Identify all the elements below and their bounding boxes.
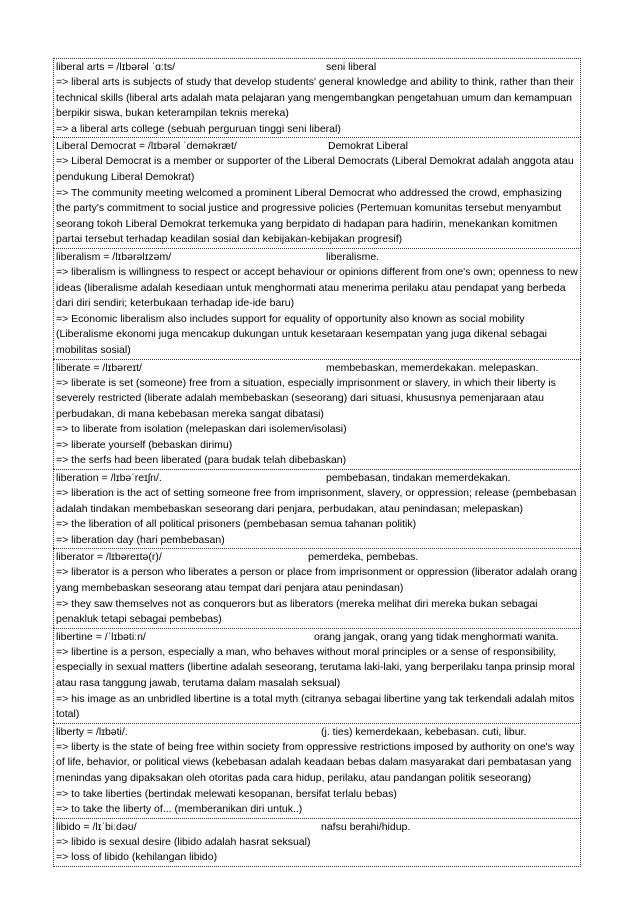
entry-line: => Liberal Democrat is a member or supporter of the Liberal Democrats (Liberal Demokrat adalah anggota atau pendukung Liberal Demokrat)	[56, 155, 574, 183]
entry-header	[56, 59, 578, 75]
entry-line: => they saw themselves not as conquerors but as liberators (mereka melihat diri mereka bukan sebagai penakluk tetapi sebagai pembebas)	[56, 597, 538, 626]
entry-meaning: pembebasan, tindakan memerdekakan.	[326, 472, 511, 485]
entry-term: liberal arts = /lɪbərəl ˈɑːts/	[56, 61, 175, 73]
entry-line: => libido is sexual desire (libido adalah hasrat seksual)	[56, 835, 311, 848]
entry-line: => to take the liberty of... (memberanikan diri untuk..)	[56, 803, 303, 816]
dictionary-entry	[53, 58, 581, 137]
entry-line: => liberalism is willingness to respect or accept behaviour or opinions different from one's own; openness to new ideas (liberalisme adalah kesediaan untuk menghormati atau menerima perilaku atau pendapat yang berbeda dari diri sendiri; keterbukaan terhadap ide-ide baru)	[56, 265, 578, 310]
entry-line: => a liberal arts college (sebuah perguruan tinggi seni liberal)	[56, 122, 341, 135]
entry-line: => liberate yourself (bebaskan dirimu)	[56, 438, 233, 451]
entry-line: => his image as an unbridled libertine is a total myth (citranya sebagai libertine yang tak terkendali adalah mitos total)	[56, 692, 575, 721]
entry-term: libido = /lɪˈbiːdəʊ/	[56, 820, 137, 833]
entry-term: liberate = /lɪbəreɪt/	[56, 361, 142, 374]
entry-line: => The community meeting welcomed a prominent Liberal Democrat who addressed the crowd, emphasizing the party's commitment to social justice and progressive policies (Pertemuan komunitas tersebut menyambut seorang tokoh Liberal Demokrat terkemuka yang berpidato di hadapan para hadirin, menekankan komitmen partai tersebut terhadap keadilan sosial dan kebijakan-kebijakan progresif)	[56, 186, 562, 246]
entry-line: => liberate is set (someone) free from a situation, especially imprisonment or slavery, in which their liberty is severely restricted (liberate adalah membebaskan (seseorang) dari situasi, khususnya pemenjaraan atau perbudakan, di mana kebebasan mereka sangat dibatasi)	[56, 376, 556, 420]
entry-line: => the serfs had been liberated (para budak telah dibebaskan)	[56, 454, 347, 467]
entry-meaning: orang jangak, orang yang tidak menghormati wanita.	[314, 630, 559, 643]
entry-term: liberty = /lɪbəti/.	[56, 725, 128, 738]
dictionary-entry	[53, 137, 581, 248]
dictionary-entry	[53, 359, 581, 470]
entry-line: => the liberation of all political prisoners (pembebasan semua tahanan politik)	[56, 518, 417, 531]
entry-header	[56, 629, 578, 645]
entry-line: => liberal arts is subjects of study that develop students' general knowledge and ability to think, rather than their technical skills (liberal arts adalah mata pelajaran yang mengembangkan pengetahuan umum dan kemampuan berpikir siswa, bukan keterampilan teknis mereka)	[56, 76, 574, 120]
dictionary-entry	[53, 469, 581, 548]
dictionary-page	[53, 58, 581, 867]
entry-header	[56, 549, 578, 565]
entry-term: liberation = /lɪbəˈreɪʃn/.	[56, 472, 162, 485]
entry-line: => loss of libido (kehilangan libido)	[56, 851, 218, 864]
entry-term: liberator = /lɪbəreɪtə(r)/	[56, 551, 162, 564]
entry-meaning: pemerdeka, pembebas.	[308, 551, 419, 564]
entry-meaning: nafsu berahi/hidup.	[321, 820, 411, 833]
entry-header	[56, 819, 578, 835]
entry-line: => Economic liberalism also includes support for equality of opportunity also known as social mobility (Liberalisme ekonomi juga mencakup dukungan untuk kesetaraan kesempatan yang juga dikenal sebagai mobilitas sosial)	[56, 312, 547, 356]
entry-header	[56, 724, 578, 740]
dictionary-entry	[53, 723, 581, 818]
dictionary-entry	[53, 818, 581, 867]
entry-header	[56, 138, 578, 154]
entry-line: => to liberate from isolation (melepaskan dari isolemen/isolasi)	[56, 423, 347, 436]
dictionary-entry	[53, 628, 581, 723]
entry-meaning: membebaskan, memerdekakan. melepaskan.	[326, 361, 539, 374]
entry-meaning: seni liberal	[326, 61, 377, 73]
entry-meaning: (j. ties) kemerdekaan, kebebasan. cuti, libur.	[321, 725, 527, 738]
dictionary-entry	[53, 548, 581, 627]
entry-meaning: liberalisme.	[326, 250, 380, 263]
dictionary-entry	[53, 248, 581, 359]
entry-header	[56, 249, 578, 265]
entry-line: => libertine is a person, especially a man, who behaves without moral principles or a sense of responsibility, especially in sexual matters (libertine adalah seseorang, terutama laki-laki, yang berperilaku tanpa prinsip moral atau rasa tanggung jawab, terutama dalam masalah seksual)	[56, 645, 575, 689]
entry-term: Liberal Democrat = /lɪbərəl ˈdeməkræt/	[56, 140, 237, 153]
entry-line: => liberator is a person who liberates a person or place from imprisonment or oppression (liberator adalah orang yang membebaskan seseorang atau tempat dari penjara atau penindasan)	[56, 566, 578, 595]
entry-line: => liberation is the act of setting someone free from imprisonment, slavery, or oppression; release (pembebasan adalah tindakan membebaskan seseorang dari penjara, perbudakan, atau penindasan; melepaskan)	[56, 487, 577, 515]
entry-line: => to take liberties (bertindak melewati kesopanan, bersifat terlalu bebas)	[56, 787, 397, 800]
entry-term: libertine = /ˈlɪbətiːn/	[56, 630, 146, 643]
entry-header	[56, 360, 578, 376]
entry-line: => liberty is the state of being free within society from oppressive restrictions imposed by authority on one's way of life, behavior, or political views (kebebasan adalah keadaan bebas dalam masyarakat dari pembatasan yang menindas yang dipaksakan oleh otoritas pada cara hidup, perilaku, atau pandangan politik seseorang)	[56, 740, 575, 784]
entry-line: => liberation day (hari pembebasan)	[56, 533, 225, 546]
entry-term: liberalism = /lɪbərəlɪzəm/	[56, 250, 172, 263]
entry-meaning: Demokrat Liberal	[328, 140, 408, 153]
entry-header	[56, 470, 578, 486]
